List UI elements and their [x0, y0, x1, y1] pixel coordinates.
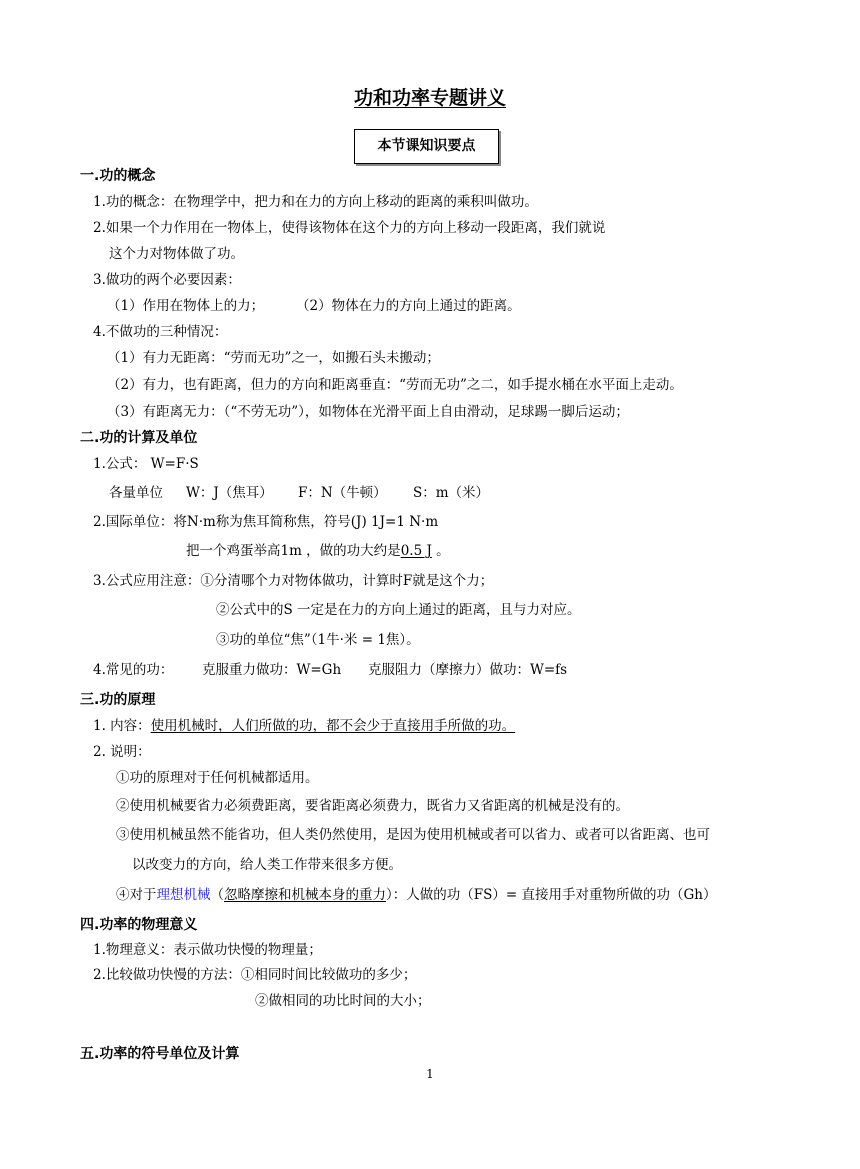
section-heading-power-meaning: 四.功率的物理意义: [80, 917, 198, 933]
text-line: ②做相同的功比时间的大小；: [255, 993, 431, 1009]
text-line: 3.公式应用注意：①分清哪个力对物体做功，计算时F就是这个力；: [93, 573, 494, 589]
text-line: （2）有力，也有距离，但力的方向和距离垂直：“劳而无功”之二，如手提水桶在水平面上走动。: [107, 377, 683, 393]
text-line: 以改变力的方向，给人类工作带来很多方便。: [132, 857, 402, 873]
text-line: 1.物理意义：表示做功快慢的物理量；: [93, 942, 322, 958]
text-line: 克服阻力（摩擦力）做功：W=fs: [368, 662, 568, 678]
text-line: 1. 内容：使用机械时，人们所做的功，都不会少于直接用手所做的功。: [93, 718, 516, 734]
text-line: 这个力对物体做了功。: [109, 246, 244, 262]
section-heading-work-concept: 一.功的概念: [80, 168, 156, 184]
answer-blank: 0.5 J: [400, 543, 432, 559]
text-line: 4.常见的功：: [93, 662, 174, 678]
section-heading-work-principle: 三.功的原理: [80, 692, 156, 708]
text-line: 1.功的概念：在物理学中，把力和在力的方向上移动的距离的乘积叫做功。: [93, 194, 538, 210]
text-line: 各量单位: [109, 485, 163, 501]
section-heading-power-units: 五.功率的符号单位及计算: [80, 1046, 240, 1062]
text-line: 4.不做功的三种情况：: [93, 324, 228, 340]
text-line: ②使用机械要省力必须费距离，要省距离必须费力，既省力又省距离的机械是没有的。: [116, 798, 629, 814]
text-line: （2）物体在力的方向上通过的距离。: [296, 298, 521, 314]
text-line: ②公式中的S 一定是在力的方向上通过的距离，且与力对应。: [216, 602, 581, 618]
ideal-machine-term: 理想机械: [156, 887, 211, 903]
text-line: 1.公式： W=F·S: [93, 456, 199, 472]
key-points-box: 本节课知识要点: [354, 129, 499, 164]
text-line: ③功的单位“焦”（1牛·米 = 1焦）。: [216, 632, 420, 648]
text-line: 2. 说明：: [93, 744, 151, 760]
page-title: 功和功率专题讲义: [353, 87, 506, 109]
text-line: F：N（牛顿）: [298, 485, 387, 501]
text-line: ①功的原理对于任何机械都适用。: [116, 770, 319, 786]
text-line: W：J（焦耳）: [186, 485, 273, 501]
text-line: （3）有距离无力：（“不劳无功”），如物体在光滑平面上自由滑动，足球踢一脚后运动；: [107, 404, 629, 420]
text-line: S：m（米）: [413, 485, 490, 501]
text-line: ③使用机械虽然不能省功，但人类仍然使用，是因为使用机械或者可以省力、或者可以省距离、也可: [116, 827, 710, 843]
text-line: ④对于理想机械（忽略摩擦和机械本身的重力）：人做的功（FS）= 直接用手对重物所做的功（Gh）: [116, 887, 717, 903]
text-line: （1）有力无距离：“劳而无功”之一，如搬石头未搬动；: [107, 350, 440, 366]
text-line: 2.如果一个力作用在一物体上，使得该物体在这个力的方向上移动一段距离，我们就说: [93, 220, 606, 236]
text-line: 克服重力做功：W=Gh: [202, 662, 342, 678]
text-line: （1）作用在物体上的力；: [107, 298, 265, 314]
text-line: 2.国际单位：将N·m称为焦耳简称焦，符号(J) 1J=1 N·m: [93, 514, 439, 530]
page-number: 1: [426, 1067, 434, 1081]
text-line: 3.做功的两个必要因素：: [93, 272, 241, 288]
text-line: 把一个鸡蛋举高1m ，做的功大约是0.5 J 。: [186, 543, 450, 559]
text-line: 2.比较做功快慢的方法：①相同时间比较做功的多少；: [93, 967, 417, 983]
section-heading-work-calculation: 二.功的计算及单位: [80, 430, 198, 446]
